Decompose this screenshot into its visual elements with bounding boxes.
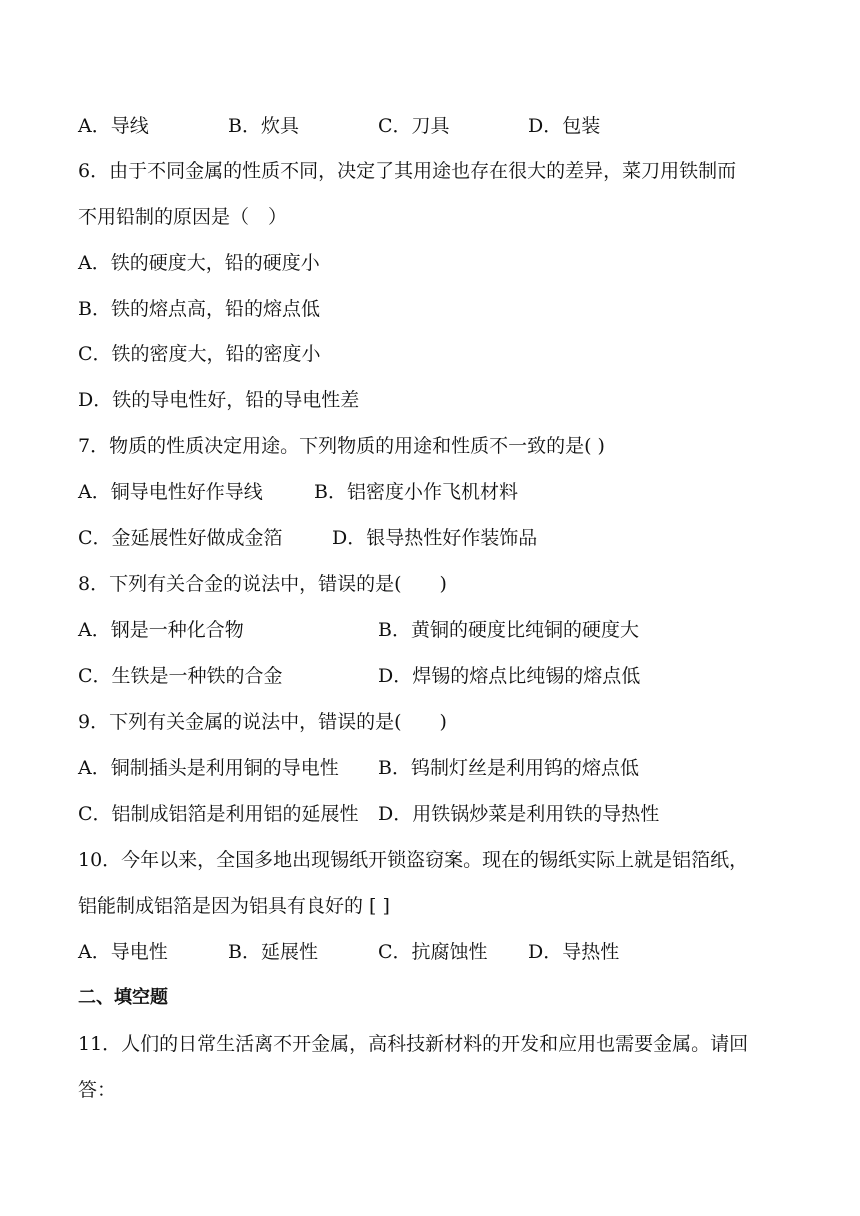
q7-stem: 7．物质的性质决定用途。下列物质的用途和性质不一致的是( ) xyxy=(78,435,605,457)
q10-option-a: A．导电性 xyxy=(78,941,168,963)
q10-stem-line1: 10．今年以来，全国多地出现锡纸开锁盗窃案。现在的锡纸实际上就是铝箔纸， xyxy=(78,849,749,871)
q6-option-d: D．铁的导电性好，铅的导电性差 xyxy=(78,389,360,411)
q8-stem: 8．下列有关合金的说法中，错误的是( ) xyxy=(78,573,447,595)
q8-option-d: D．焊锡的熔点比纯锡的熔点低 xyxy=(378,665,641,687)
q9-option-b: B．钨制灯丝是利用钨的熔点低 xyxy=(378,757,639,779)
section-heading-fill-in: 二、填空题 xyxy=(78,987,168,1008)
q10-option-d: D．导热性 xyxy=(528,941,620,963)
q11-stem-line2: 答： xyxy=(78,1079,117,1101)
q6-option-a: A．铁的硬度大，铅的硬度小 xyxy=(78,252,320,274)
q5-option-d: D．包装 xyxy=(528,115,601,137)
q9-option-a: A．铜制插头是利用铜的导电性 xyxy=(78,757,339,779)
q6-option-b: B．铁的熔点高，铅的熔点低 xyxy=(78,298,320,320)
q7-option-b: B．铝密度小作飞机材料 xyxy=(314,481,518,503)
q7-option-d: D．银导热性好作装饰品 xyxy=(332,527,538,549)
q9-option-d: D．用铁锅炒菜是利用铁的导热性 xyxy=(378,803,660,825)
q7-option-c: C．金延展性好做成金箔 xyxy=(78,527,283,549)
q9-stem: 9．下列有关金属的说法中，错误的是( ) xyxy=(78,711,447,733)
q9-option-c: C．铝制成铝箔是利用铝的延展性 xyxy=(78,803,359,825)
q10-option-b: B．延展性 xyxy=(228,941,318,963)
q6-option-c: C．铁的密度大，铅的密度小 xyxy=(78,343,321,365)
q8-option-b: B．黄铜的硬度比纯铜的硬度大 xyxy=(378,619,639,641)
q8-option-a: A．钢是一种化合物 xyxy=(78,619,244,641)
q5-option-a: A．导线 xyxy=(78,115,149,137)
q5-option-b: B．炊具 xyxy=(228,115,299,137)
q8-option-c: C．生铁是一种铁的合金 xyxy=(78,665,283,687)
q7-option-a: A．铜导电性好作导线 xyxy=(78,481,263,503)
q6-stem-line1: 6．由于不同金属的性质不同，决定了其用途也存在很大的差异，菜刀用铁制而 xyxy=(78,160,737,182)
q5-option-c: C．刀具 xyxy=(378,115,450,137)
q6-stem-line2: 不用铅制的原因是（ ） xyxy=(78,206,288,228)
q10-option-c: C．抗腐蚀性 xyxy=(378,941,488,963)
q10-stem-line2: 铝能制成铝箔是因为铝具有良好的 [ ] xyxy=(78,895,390,917)
q11-stem-line1: 11．人们的日常生活离不开金属，高科技新材料的开发和应用也需要金属。请回 xyxy=(78,1033,749,1055)
